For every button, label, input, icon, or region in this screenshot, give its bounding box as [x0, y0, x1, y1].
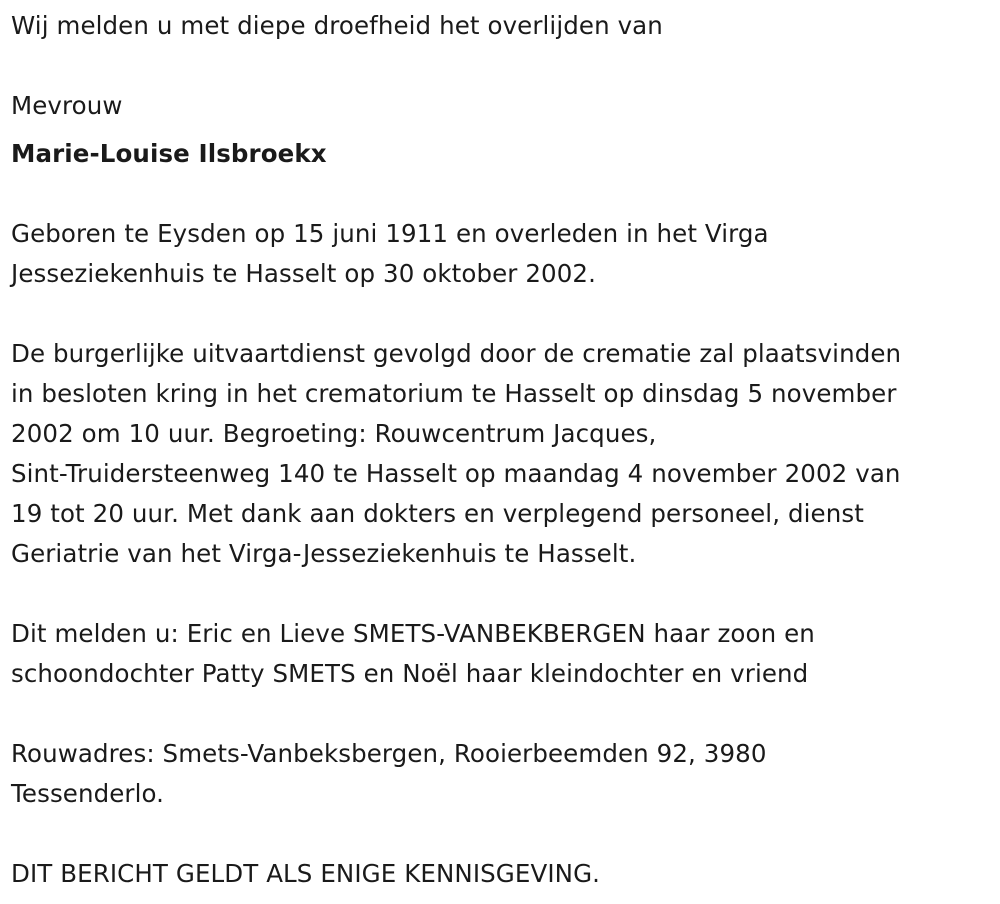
honorific: Mevrouw — [11, 91, 123, 120]
spacer — [11, 46, 986, 86]
paragraph-line: Dit melden u: Eric en Lieve SMETS-VANBEKBERGEN haar zoon en — [11, 619, 815, 648]
paragraph-line: schoondochter Patty SMETS en Noël haar kleindochter en vriend — [11, 659, 809, 688]
paragraph-line: De burgerlijke uitvaartdienst gevolgd door de crematie zal plaatsvinden — [11, 339, 902, 368]
paragraph-line: Tessenderlo. — [11, 779, 165, 808]
paragraph-line: 2002 om 10 uur. Begroeting: Rouwcentrum Jacques, — [11, 419, 657, 448]
spacer — [11, 574, 986, 614]
paragraph-line: Rouwadres: Smets-Vanbeksbergen, Rooierbeemden 92, 3980 — [11, 739, 767, 768]
paragraph-line: 19 tot 20 uur. Met dank aan dokters en verplegend personeel, dienst — [11, 499, 864, 528]
spacer — [11, 294, 986, 334]
announcers-paragraph — [11, 614, 986, 694]
spacer — [11, 694, 986, 734]
address-paragraph — [11, 734, 986, 814]
closing-statement: DIT BERICHT GELDT ALS ENIGE KENNISGEVING. — [11, 859, 601, 888]
deceased-name: Marie-Louise Ilsbroekx — [11, 139, 327, 168]
paragraph-line: Geriatrie van het Virga-Jesseziekenhuis te Hasselt. — [11, 539, 637, 568]
spacer — [11, 174, 986, 214]
obituary-notice — [11, 6, 986, 894]
spacer — [11, 814, 986, 854]
birth-paragraph — [11, 214, 986, 294]
ceremony-paragraph — [11, 334, 986, 574]
paragraph-line: Jesseziekenhuis te Hasselt op 30 oktober 2002. — [11, 259, 596, 288]
intro-text: Wij melden u met diepe droefheid het overlijden van — [11, 11, 663, 40]
paragraph-line: in besloten kring in het crematorium te Hasselt op dinsdag 5 november — [11, 379, 897, 408]
paragraph-line: Geboren te Eysden op 15 juni 1911 en overleden in het Virga — [11, 219, 769, 248]
paragraph-line: Sint-Truidersteenweg 140 te Hasselt op maandag 4 november 2002 van — [11, 459, 901, 488]
